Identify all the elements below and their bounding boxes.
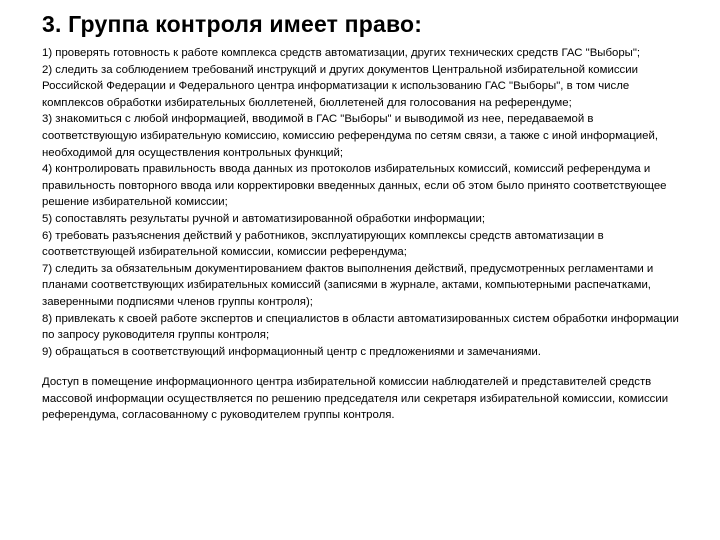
list-item-1: 1) проверять готовность к работе комплекса средств автоматизации, других технических средств ГАС "Выборы"; <box>42 47 641 59</box>
spacer <box>42 360 682 374</box>
list-item-9: 9) обращаться в соответствующий информационный центр с предложениями и замечаниями. <box>42 345 541 358</box>
list-item-5: 5) сопоставлять результаты ручной и автоматизированной обработки информации; <box>42 212 486 225</box>
list-item-2: 2) следить за соблюдением требований инструкций и других документов Центральной избирательной комиссии Российской Федерации и Федерального центра информатизации к использованию ГАС "Выборы", в том числе комплексов обработки избирательных бюллетеней, бюллетеней для голосования на референдуме; <box>42 63 638 109</box>
list-item-7: 7) следить за обязательным документированием фактов выполнения действий, предусмотренных регламентами и планами соответствующих избирательных комиссий (записями в журнале, актами, компьютерными распечатками, заверенными подписями членов группы контроля); <box>42 262 654 308</box>
footer-paragraph: Доступ в помещение информационного центра избирательной комиссии наблюдателей и представителей средств массовой информации осуществляется по решению председателя или секретаря избирательной комиссии, комиссии референдума, согласованному с руководителем группы контроля. <box>42 376 669 422</box>
list-item-4: 4) контролировать правильность ввода данных из протоколов избирательных комиссий, комиссий референдума и правильность повторного ввода или корректировки введенных данных, если об этом было принято соответствующее решение избирательной комиссии; <box>42 163 667 209</box>
list-item-3: 3) знакомиться с любой информацией, вводимой в ГАС "Выборы" и выводимой из нее, передаваемой в соответствующую избирательную комиссию, комиссию референдума по сетям связи, а также с иной информацией, необходимой для осуществления контрольных функций; <box>42 113 659 159</box>
slide-title: 3. Группа контроля имеет право: <box>42 11 423 37</box>
list-item-8: 8) привлекать к своей работе экспертов и специалистов в области автоматизированных систем обработки информации по запросу руководителя группы контроля; <box>42 312 679 342</box>
list-item-6: 6) требовать разъяснения действий у работников, эксплуатирующих комплексы средств автоматизации в соответствующей избирательной комиссии, комиссии референдума; <box>42 229 604 259</box>
slide-content <box>42 45 682 424</box>
